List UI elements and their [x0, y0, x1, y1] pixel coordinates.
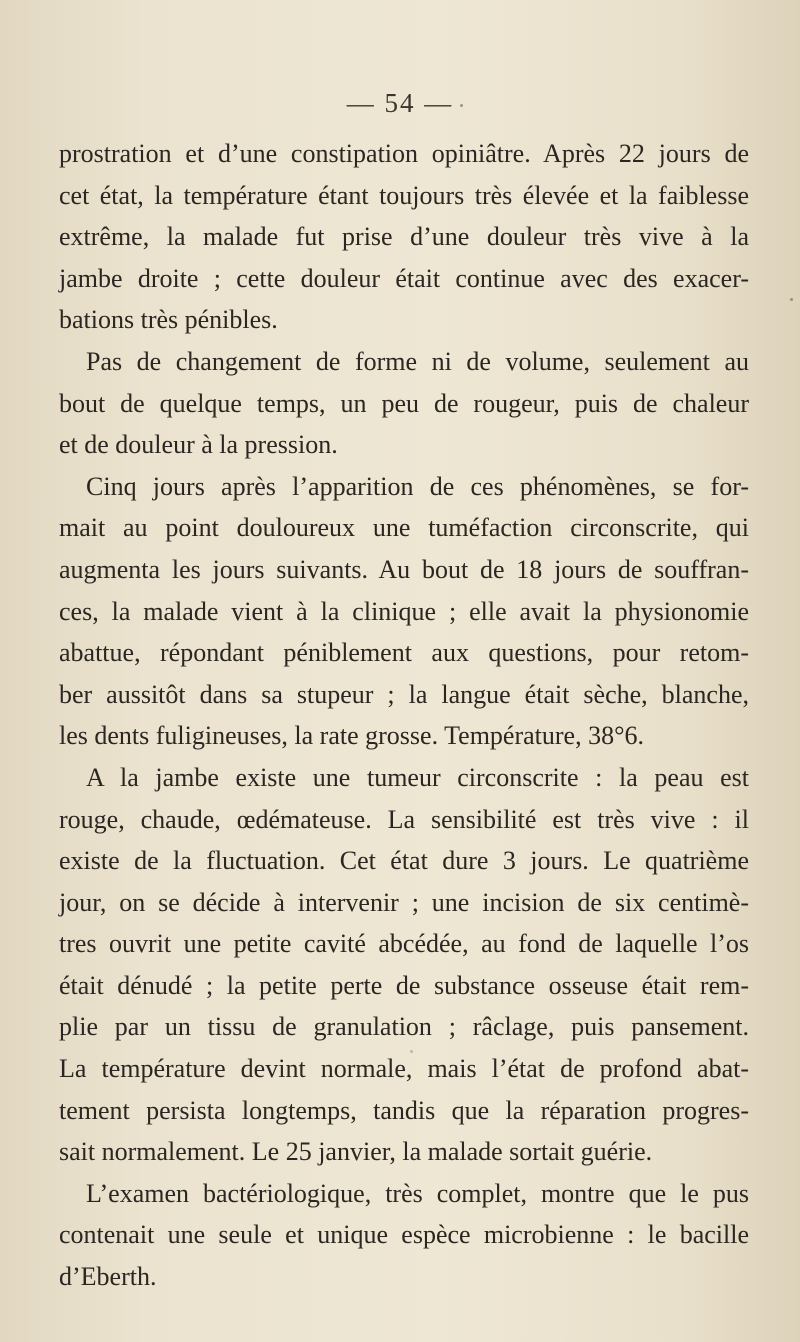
text-line: ces, la malade vient à la clinique ; elle avait la physionomie	[59, 596, 749, 626]
text-line: sait normalement. Le 25 janvier, la malade sortait guérie.	[59, 1137, 653, 1167]
text-line: d’Eberth.	[59, 1262, 157, 1292]
text-line: mait au point douloureux une tuméfaction circonscrite, qui	[59, 513, 749, 543]
paper-speck	[410, 1050, 413, 1053]
text-line: Cinq jours après l’apparition de ces phénomènes, se for-	[86, 471, 749, 501]
text-line: contenait une seule et unique espèce microbienne : le bacille	[59, 1220, 749, 1250]
text-line: jambe droite ; cette douleur était continue avec des exacer-	[59, 263, 749, 293]
paper-speck	[790, 298, 793, 301]
text-line: tement persista longtemps, tandis que la réparation progres-	[59, 1095, 749, 1125]
text-line: L’examen bactériologique, très complet, montre que le pus	[86, 1178, 749, 1208]
text-line: bout de quelque temps, un peu de rougeur, puis de chaleur	[59, 388, 749, 418]
text-line: rouge, chaude, œdémateuse. La sensibilité est très vive : il	[59, 804, 749, 834]
text-line: extrême, la malade fut prise d’une douleur très vive à la	[59, 222, 749, 252]
text-line: les dents fuligineuses, la rate grosse. Température, 38°6.	[59, 721, 644, 751]
paper-speck	[460, 104, 463, 107]
text-line: cet état, la température étant toujours très élevée et la faiblesse	[59, 180, 749, 210]
text-line: augmenta les jours suivants. Au bout de 18 jours de souffran-	[59, 554, 749, 584]
text-line: plie par un tissu de granulation ; râclage, puis pansement.	[59, 1012, 749, 1042]
text-line: tres ouvrit une petite cavité abcédée, au fond de laquelle l’os	[59, 929, 749, 959]
text-line: La température devint normale, mais l’état de profond abat-	[59, 1054, 749, 1084]
text-line: était dénudé ; la petite perte de substance osseuse était rem-	[59, 970, 749, 1000]
text-line: A la jambe existe une tumeur circonscrite : la peau est	[86, 762, 749, 792]
text-line: ber aussitôt dans sa stupeur ; la langue était sèche, blanche,	[59, 679, 749, 709]
page-number: — 54 —	[346, 88, 454, 118]
text-line: existe de la fluctuation. Cet état dure 3 jours. Le quatrième	[59, 846, 749, 876]
text-line: Pas de changement de forme ni de volume, seulement au	[86, 346, 749, 376]
text-line: et de douleur à la pression.	[59, 430, 338, 460]
text-line: jour, on se décide à intervenir ; une incision de six centimè-	[59, 887, 749, 917]
text-line: bations très pénibles.	[59, 305, 278, 335]
text-line: prostration et d’une constipation opiniâtre. Après 22 jours de	[59, 139, 749, 168]
body-text	[59, 133, 749, 1298]
text-line: abattue, répondant péniblement aux questions, pour retom-	[59, 638, 749, 668]
